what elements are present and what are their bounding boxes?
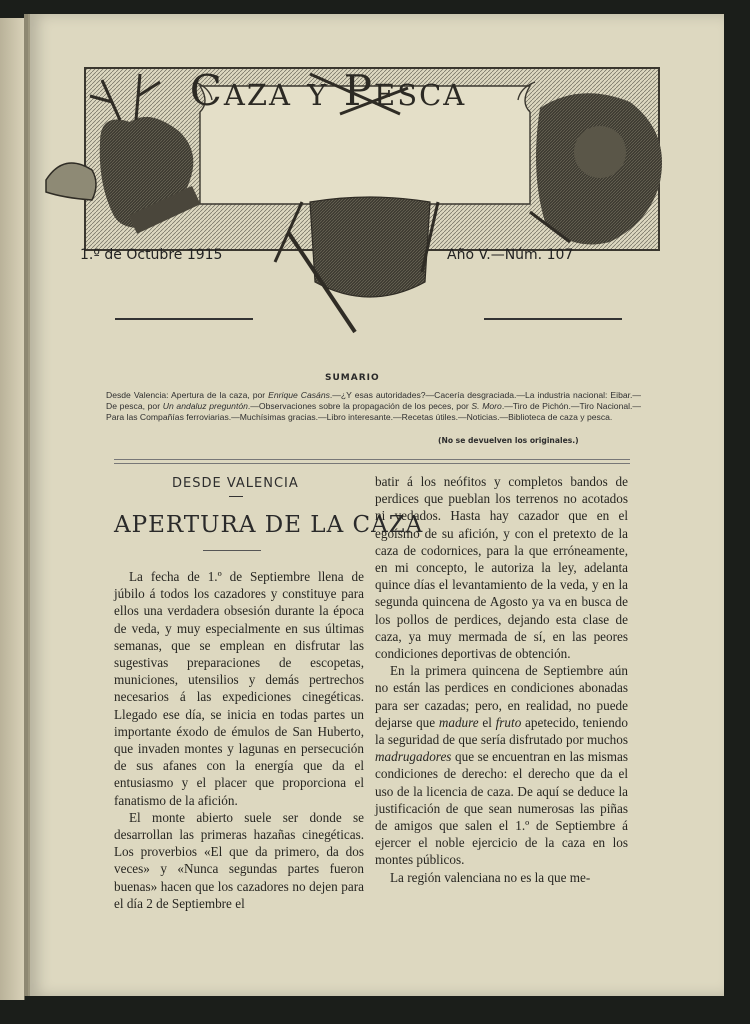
title-dash bbox=[229, 496, 243, 497]
article-column-2 bbox=[375, 473, 628, 886]
issue-date: 1.º de Octubre 1915 bbox=[80, 247, 223, 263]
page-title: Caza y Pesca bbox=[189, 66, 467, 115]
summary-heading: SUMARIO bbox=[325, 373, 380, 383]
issue-underline bbox=[484, 318, 622, 320]
issue-number: Año V.—Núm. 107 bbox=[447, 247, 574, 263]
article-headline: APERTURA DE LA CAZA bbox=[114, 512, 424, 538]
headline-rule bbox=[203, 550, 261, 551]
originals-notice: (No se devuelven los originales.) bbox=[438, 436, 579, 445]
summary-text: Desde Valencia: Apertura de la caza, por Enrique Casáns.—¿Y esas autoridades?—Cacería desgraciada.—La industria nacional: Eibar.—De pesca, por Un andaluz preguntón.—Observaciones sobre la propagación de los peces, por S. Moro.—Tiro de Pichón.—Tiro Nacional.—Para las Compañías ferroviarias.—Muchísimas gracias.—Libro interesante.—Recetas útiles.—Noticias.—Biblioteca de caza y pesca. bbox=[106, 390, 642, 422]
paragraph: batir á los neófitos y completos bandos de perdices que pueblan los terrenos no acotados ni vedados. Hasta hay cazador que en el egoísmo de su afición, y con el pretexto de la caza de codornices, para la que erróneamente, en mi concepto, le autoriza la ley, adelanta quince días el levantamiento de la veda, y en la segunda quincena de Agosto ya va en busca de los pollos de perdices, dejando esta clase de caza, ya muy mermada de sí, en las peores condiciones deportivas de obtención. bbox=[375, 474, 628, 662]
article-column-1 bbox=[114, 568, 364, 912]
section-divider bbox=[114, 459, 630, 464]
section-title: DESDE VALENCIA bbox=[172, 476, 299, 491]
date-underline bbox=[115, 318, 253, 320]
paragraph: La fecha de 1.º de Septiembre llena de júbilo á todos los cazadores y constituye para ellos una verdadera obsesión durante la época de veda, y muy especialmente en sus últimas semanas, que se emplean en disfrutar las sugestivas preparaciones de escopetas, municiones, utensilios y demás pertrechos necesarios á las expediciones cinegéticas. Llegado ese día, se inicia en todas partes un importante éxodo de émulos de San Huberto, que invaden montes y lagunas en persecución de sus afanes con la energía que da el entusiasmo y el placer que proporciona el fanatismo de la afición. bbox=[114, 569, 364, 808]
paragraph: La región valenciana no es la que me- bbox=[390, 869, 591, 885]
facing-page-edge bbox=[0, 18, 25, 1000]
paragraph: El monte abierto suele ser donde se desarrollan las primeras hazañas cinegéticas. Los proverbios «El que da primero, da dos veces» y «Nunca segundas partes fueron buenas» hacen que los cazadores no dejen para el día 2 de Septiembre el bbox=[114, 809, 364, 911]
paragraph: En la primera quincena de Septiembre aún no están las perdices en condiciones abonadas para ser cazadas; pero, en realidad, no puede dejarse que madure el fruto apetecido, teniendo la seguridad de que sería disfrutado por muchos madrugadores que se encuentran en las mismas condiciones de derecho: el derecho que da el uso de la licencia de caza. De aquí se deduce la justificación de que sean numerosas las piñas de amigos que salen el 1.º de Septiembre á ejercer el noble ejercicio de la caza en los montes públicos. bbox=[375, 663, 628, 868]
